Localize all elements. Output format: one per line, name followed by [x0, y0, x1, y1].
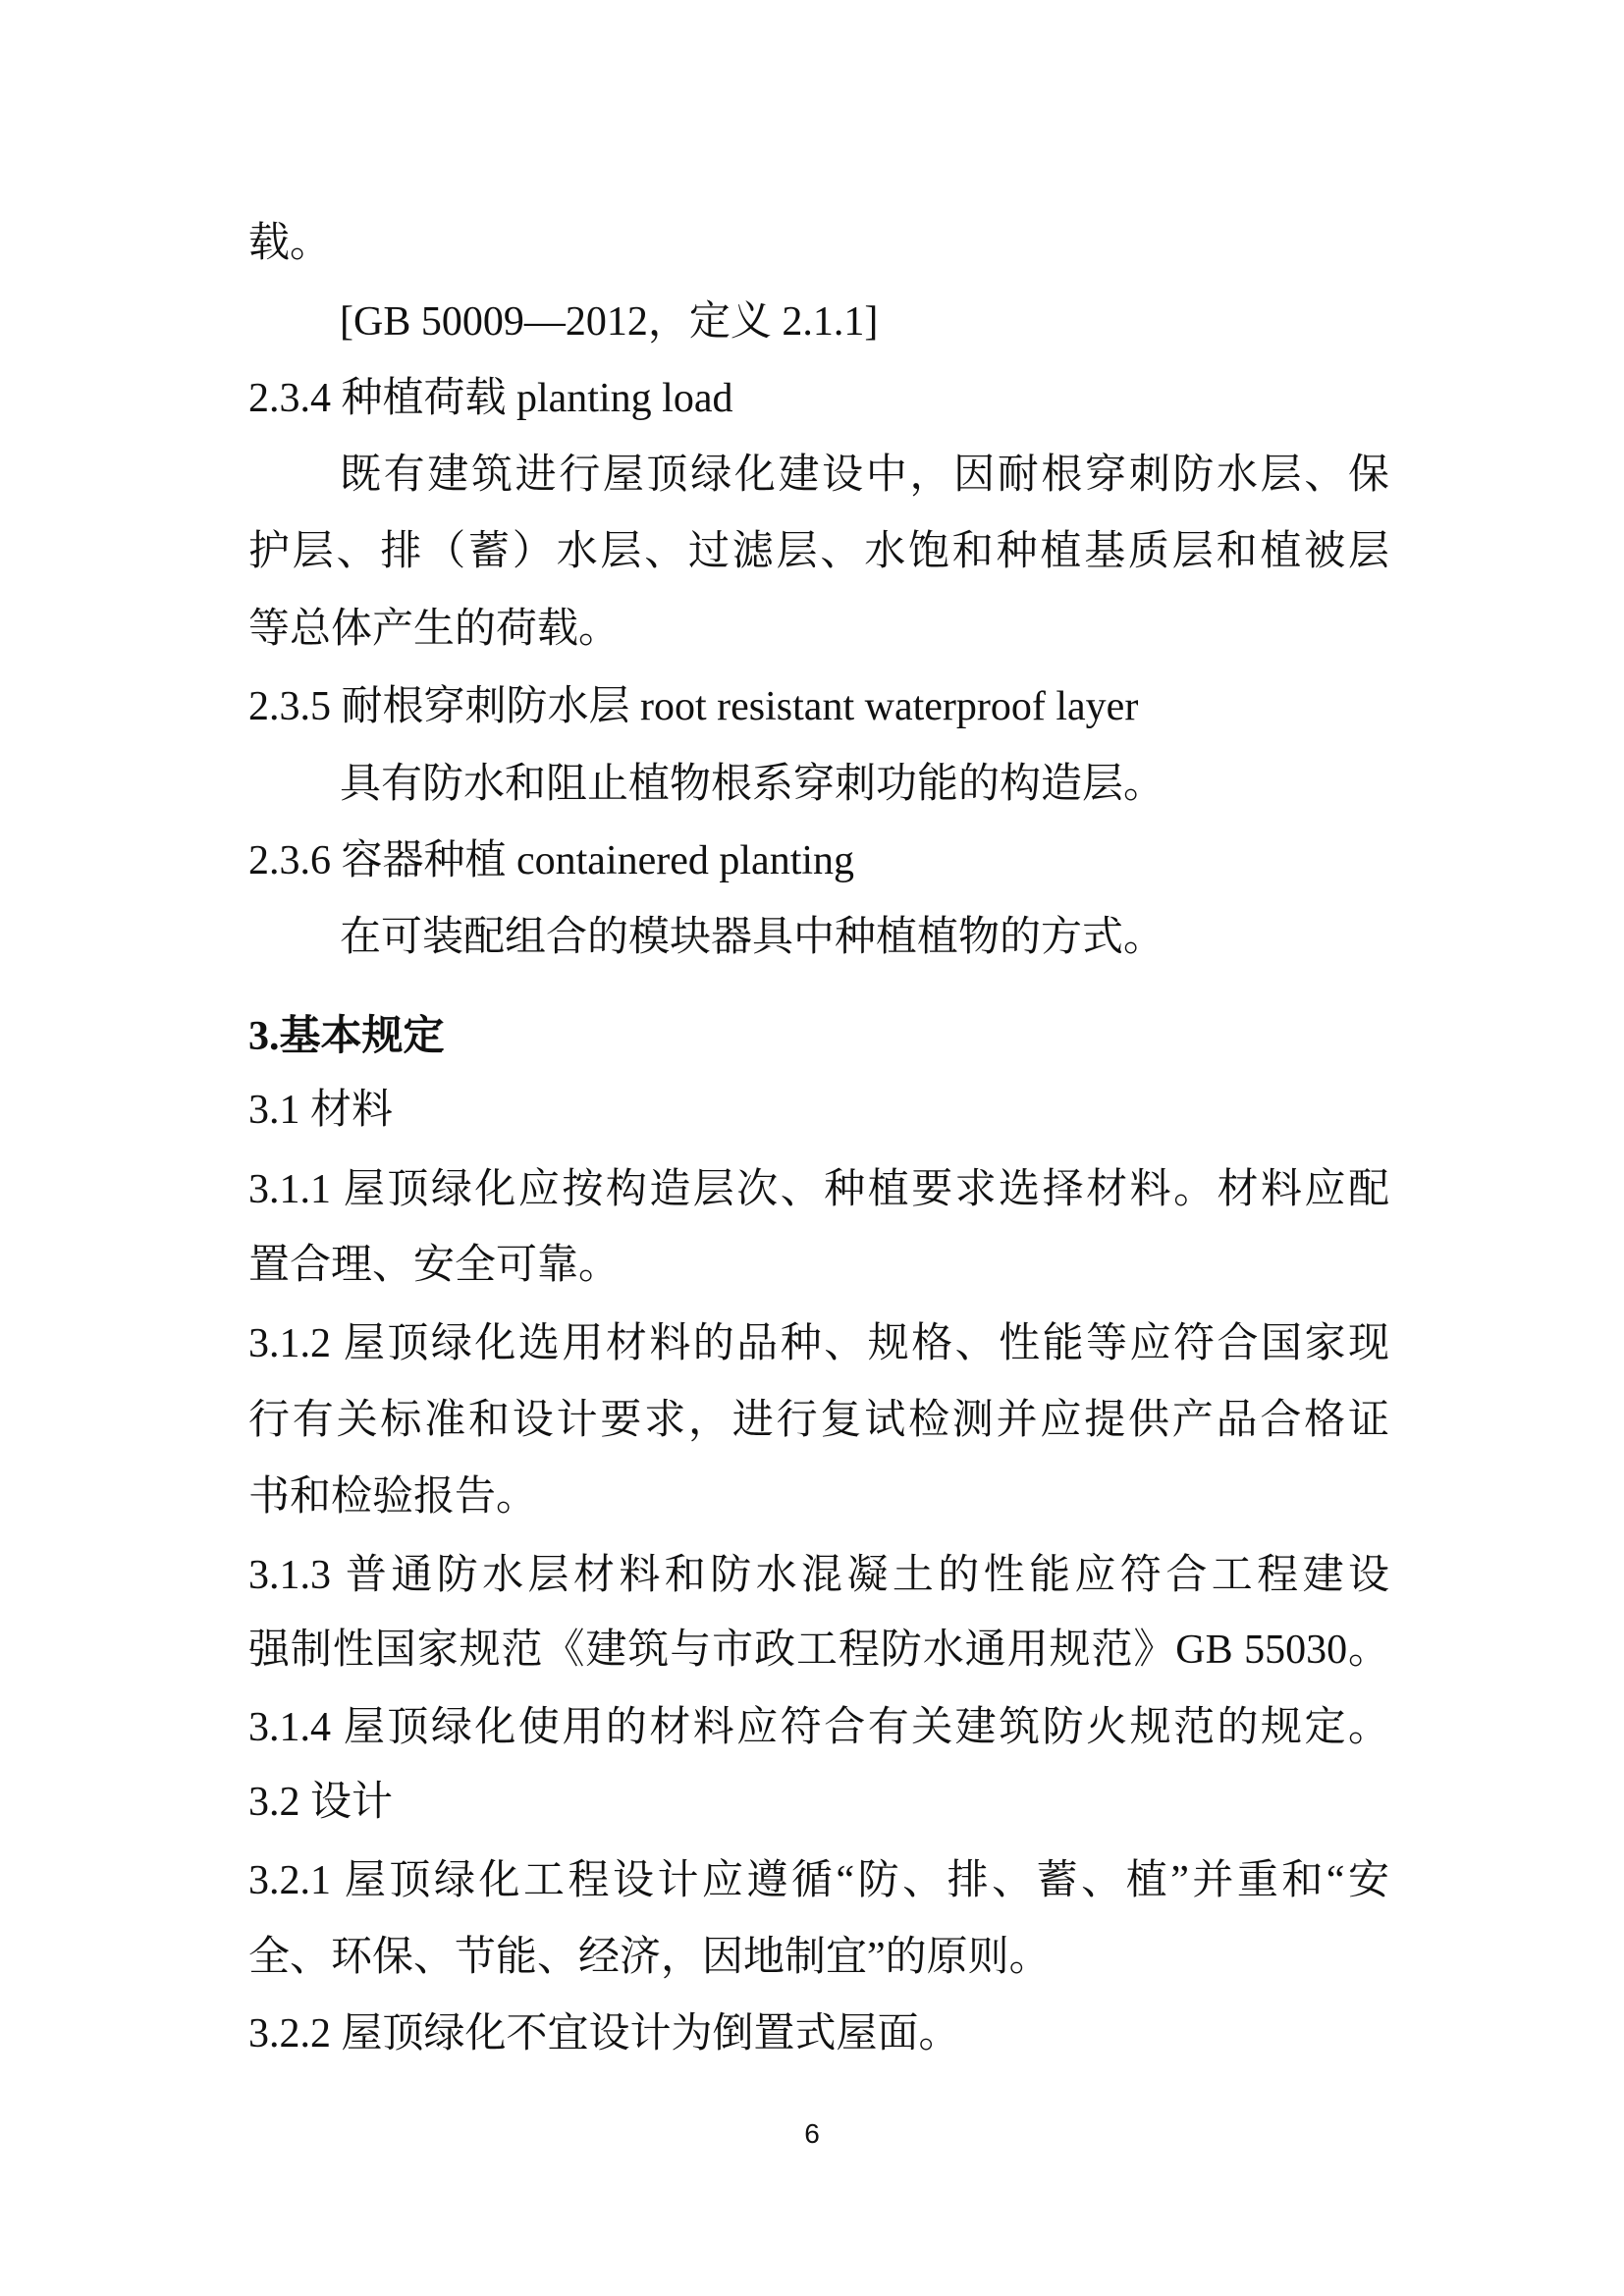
term-definition-line: 护层、排（蓄）水层、过滤层、水饱和种植基质层和植被层 [248, 529, 1389, 574]
body-text-line: 载。 [248, 221, 332, 266]
clause-line: 3.1.1 屋顶绿化应按构造层次、种植要求选择材料。材料应配 [248, 1167, 1389, 1212]
term-definition-line: 既有建筑进行屋顶绿化建设中，因耐根穿刺防水层、保 [340, 453, 1389, 498]
clause-line: 全、环保、节能、经济，因地制宜”的原则。 [248, 1935, 1051, 1980]
term-heading-2-3-5: 2.3.5 耐根穿刺防水层 root resistant waterproof layer [248, 684, 1139, 729]
chapter-heading: 3.基本规定 [248, 1014, 445, 1059]
clause-line: 3.1.3 普通防水层材料和防水混凝土的性能应符合工程建设 [248, 1553, 1389, 1598]
clause-line: 强制性国家规范《建筑与市政工程防水通用规范》GB 55030。 [248, 1628, 1389, 1673]
citation-reference: [GB 50009—2012，定义 2.1.1] [340, 299, 879, 345]
clause-line: 3.1.2 屋顶绿化选用材料的品种、规格、性能等应符合国家现 [248, 1321, 1389, 1366]
clause-line: 书和检验报告。 [248, 1474, 538, 1520]
section-heading-3-1: 3.1 材料 [248, 1088, 394, 1133]
term-definition-line: 具有防水和阻止植物根系穿刺功能的构造层。 [340, 762, 1165, 807]
term-heading-2-3-4: 2.3.4 种植荷载 planting load [248, 376, 733, 421]
clause-line: 行有关标准和设计要求，进行复试检测并应提供产品合格证 [248, 1398, 1389, 1443]
section-heading-3-2: 3.2 设计 [248, 1780, 394, 1825]
clause-line: 3.1.4 屋顶绿化使用的材料应符合有关建筑防火规范的规定。 [248, 1705, 1389, 1750]
page-number: 6 [804, 2118, 820, 2149]
term-definition-line: 等总体产生的荷载。 [248, 607, 621, 652]
clause-line: 置合理、安全可靠。 [248, 1243, 621, 1288]
clause-line: 3.2.2 屋顶绿化不宜设计为倒置式屋面。 [248, 2011, 960, 2056]
term-heading-2-3-6: 2.3.6 容器种植 containered planting [248, 838, 855, 883]
term-definition-line: 在可装配组合的模块器具中种植植物的方式。 [340, 915, 1165, 960]
clause-line: 3.2.1 屋顶绿化工程设计应遵循“防、排、蓄、植”并重和“安 [248, 1858, 1389, 1903]
